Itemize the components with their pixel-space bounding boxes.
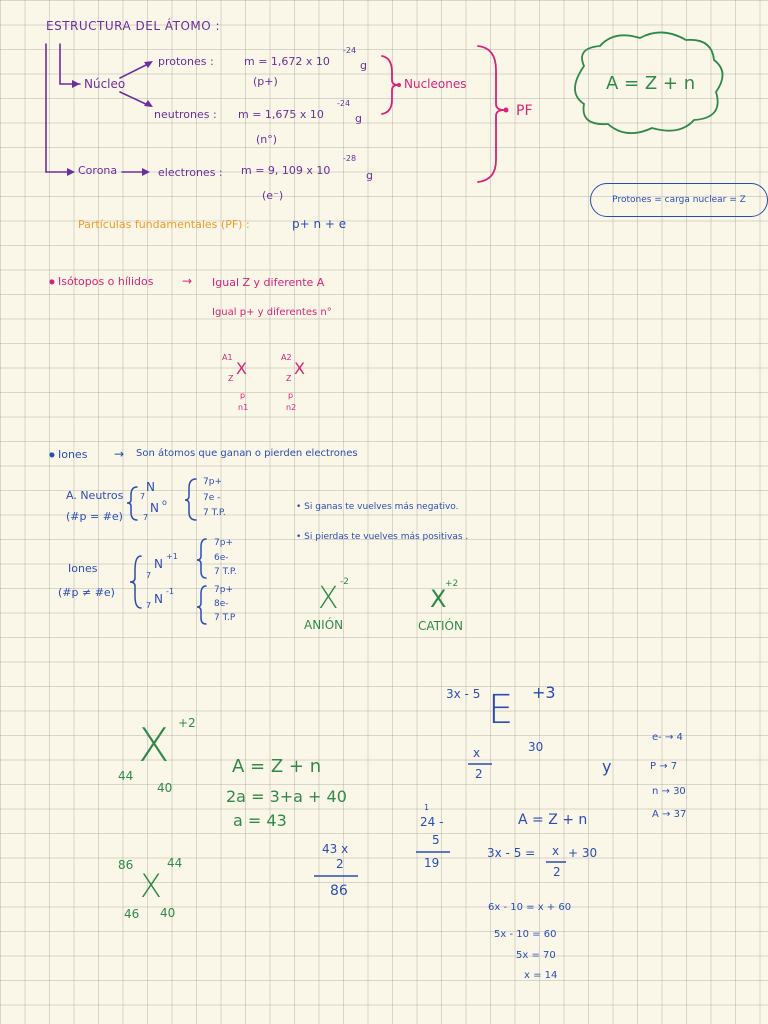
neutral-sub-bottom: 7 bbox=[143, 513, 149, 522]
answer-y: y bbox=[602, 757, 612, 776]
eq8: 5x = 70 bbox=[516, 950, 556, 961]
iones-cond: (#p ≠ #e) bbox=[58, 586, 115, 599]
formula-text: A = Z + n bbox=[606, 73, 696, 94]
iso2-p: p bbox=[288, 391, 294, 400]
cation-charge: +2 bbox=[445, 579, 459, 589]
cation-symbol: X bbox=[430, 585, 447, 613]
ex3-frac-den: 2 bbox=[475, 767, 483, 781]
iso1-a: A1 bbox=[222, 353, 233, 362]
neutral-n-bottom: N bbox=[150, 501, 159, 515]
ex1-b: 40 bbox=[157, 781, 173, 795]
ex2-tr: 44 bbox=[167, 856, 183, 870]
neutral-sup-bottom: o bbox=[162, 498, 167, 507]
eq3: a = 43 bbox=[233, 811, 287, 830]
eq5-left: 3x - 5 = bbox=[487, 846, 536, 860]
side-num2: 24 - bbox=[420, 815, 444, 829]
lose-note: • Si pierdas te vuelves más positivas . bbox=[296, 532, 469, 542]
gain-note: • Si ganas te vuelves más negativo. bbox=[296, 502, 459, 512]
eq4: A = Z + n bbox=[518, 812, 588, 828]
iso2-x: X bbox=[294, 359, 305, 378]
nucleones-label: Nucleones bbox=[404, 77, 467, 91]
frac-den: 2 bbox=[336, 857, 344, 871]
isotopos-label: • Isótopos o hílidos bbox=[48, 275, 154, 288]
frac-result: 86 bbox=[330, 883, 348, 899]
iso1-x: X bbox=[236, 359, 247, 378]
ex2-x: X bbox=[140, 867, 162, 905]
neutral-list-2: 7 T.P. bbox=[203, 508, 226, 518]
side-num1: 1 bbox=[424, 803, 430, 812]
side-num3: 5 bbox=[432, 833, 440, 847]
iones-arrow: → bbox=[114, 447, 125, 461]
iones-label: • Iones bbox=[48, 448, 88, 461]
brace-nucleones bbox=[382, 56, 398, 114]
eq5-num: x bbox=[552, 844, 560, 858]
isotopos-line2: Igual p+ y diferentes n° bbox=[212, 307, 332, 318]
brace-cation bbox=[197, 539, 206, 578]
eq9: x = 14 bbox=[524, 970, 558, 981]
electrones-mass: m = 9, 109 x 10 bbox=[241, 164, 331, 177]
brace-iones-1 bbox=[130, 556, 141, 608]
protones-mass: m = 1,672 x 10 bbox=[244, 55, 330, 68]
iso1-p: p bbox=[240, 391, 246, 400]
corona-label: Corona bbox=[78, 164, 118, 177]
neutrones-symbol: (n°) bbox=[256, 133, 278, 146]
protones-unit: g bbox=[360, 59, 367, 72]
neutros-label: A. Neutros bbox=[66, 489, 124, 502]
anion-n: N bbox=[154, 592, 163, 606]
iso2-n: n2 bbox=[286, 403, 297, 412]
brace-pf bbox=[478, 46, 504, 182]
electrones-symbol: (e⁻) bbox=[262, 189, 284, 202]
ex3-charge: +3 bbox=[532, 683, 556, 702]
cation-list-1: 6e- bbox=[214, 553, 229, 563]
pf-label: PF bbox=[516, 103, 533, 119]
cation-list-0: 7p+ bbox=[214, 538, 233, 548]
iso2-z: Z bbox=[286, 374, 292, 383]
cation-n: N bbox=[154, 557, 163, 571]
ex2-tl: 86 bbox=[118, 858, 134, 872]
neutrones-unit: g bbox=[355, 112, 362, 125]
answer-3: A → 37 bbox=[652, 809, 687, 820]
anion-symbol: X bbox=[318, 581, 339, 616]
anion-label: ANIÓN bbox=[304, 618, 344, 632]
neutral-sub-top: 7 bbox=[140, 492, 146, 501]
ex3-e: E bbox=[488, 687, 514, 733]
carga-nuclear-pill bbox=[590, 183, 768, 217]
iso2-a: A2 bbox=[281, 353, 292, 362]
cation-n-sup: +1 bbox=[166, 552, 178, 561]
anion-charge: -2 bbox=[340, 577, 349, 587]
arrow-to-protones bbox=[120, 63, 150, 78]
anion-list-1: 8e- bbox=[214, 599, 229, 609]
answer-0: e- → 4 bbox=[652, 732, 683, 743]
ex3-n: 30 bbox=[528, 740, 544, 754]
ex1-charge: +2 bbox=[178, 716, 196, 730]
nucleo-label: Núcleo bbox=[84, 77, 126, 91]
answer-1: P → 7 bbox=[650, 761, 678, 772]
ex1-x: X bbox=[138, 718, 170, 772]
electrones-unit: g bbox=[366, 169, 373, 182]
electrones-label: electrones : bbox=[158, 166, 223, 179]
ex2-bl: 46 bbox=[124, 907, 140, 921]
isotopos-line1: Igual Z y diferente A bbox=[212, 276, 325, 289]
iso1-z: Z bbox=[228, 374, 234, 383]
anion-list-0: 7p+ bbox=[214, 585, 233, 595]
neutrones-exp: -24 bbox=[337, 99, 351, 108]
iones-def: Son átomos que ganan o pierden electrones bbox=[136, 448, 358, 459]
eq5-den: 2 bbox=[553, 865, 561, 879]
pill-text: Protones = carga nuclear = Z bbox=[612, 195, 746, 205]
cation-list-2: 7 T.P. bbox=[214, 567, 237, 577]
protones-symbol: (p+) bbox=[253, 75, 278, 88]
eq2: 2a = 3+a + 40 bbox=[226, 787, 347, 806]
particulas-value: p+ n + e bbox=[292, 217, 347, 231]
electrones-exp: -28 bbox=[343, 154, 357, 163]
anion-n-sup: -1 bbox=[166, 587, 174, 596]
ex3-frac-num: x bbox=[473, 746, 481, 760]
side-num4: 19 bbox=[424, 856, 440, 870]
neutrones-mass: m = 1,675 x 10 bbox=[238, 108, 324, 121]
anion-list-2: 7 T.P bbox=[214, 613, 236, 623]
brace-anion bbox=[197, 586, 206, 624]
page-title: ESTRUCTURA DEL ÁTOMO : bbox=[46, 19, 221, 33]
eq7: 5x - 10 = 60 bbox=[494, 929, 557, 940]
neutral-list-0: 7p+ bbox=[203, 477, 222, 487]
ex2-br: 40 bbox=[160, 906, 176, 920]
brace-neutros-1 bbox=[127, 487, 137, 520]
neutrones-label: neutrones : bbox=[154, 108, 217, 121]
anion-n-sub: 7 bbox=[146, 601, 152, 610]
iones-cond-label: Iones bbox=[68, 562, 98, 575]
brace-neutros-2 bbox=[185, 479, 196, 520]
neutros-cond: (#p = #e) bbox=[66, 510, 123, 523]
eq5-right: + 30 bbox=[568, 846, 598, 860]
ex1-a: 44 bbox=[118, 769, 134, 783]
tree-inner-line bbox=[60, 44, 80, 84]
cation-label: CATIÓN bbox=[418, 619, 463, 633]
particulas-label: Partículas fundamentales (PF) : bbox=[78, 218, 250, 231]
cation-n-sub: 7 bbox=[146, 571, 152, 580]
ex3-left: 3x - 5 bbox=[446, 687, 481, 701]
isotopos-arrow: → bbox=[182, 274, 193, 288]
eq6: 6x - 10 = x + 60 bbox=[488, 902, 572, 913]
protones-exp: -24 bbox=[343, 46, 357, 55]
neutral-n-top: N bbox=[146, 480, 155, 494]
eq1: A = Z + n bbox=[232, 756, 322, 777]
protones-label: protones : bbox=[158, 55, 214, 68]
frac-num: 43 x bbox=[322, 842, 349, 856]
neutral-list-1: 7e - bbox=[203, 493, 221, 503]
iso1-n: n1 bbox=[238, 403, 249, 412]
answer-2: n → 30 bbox=[652, 786, 686, 797]
